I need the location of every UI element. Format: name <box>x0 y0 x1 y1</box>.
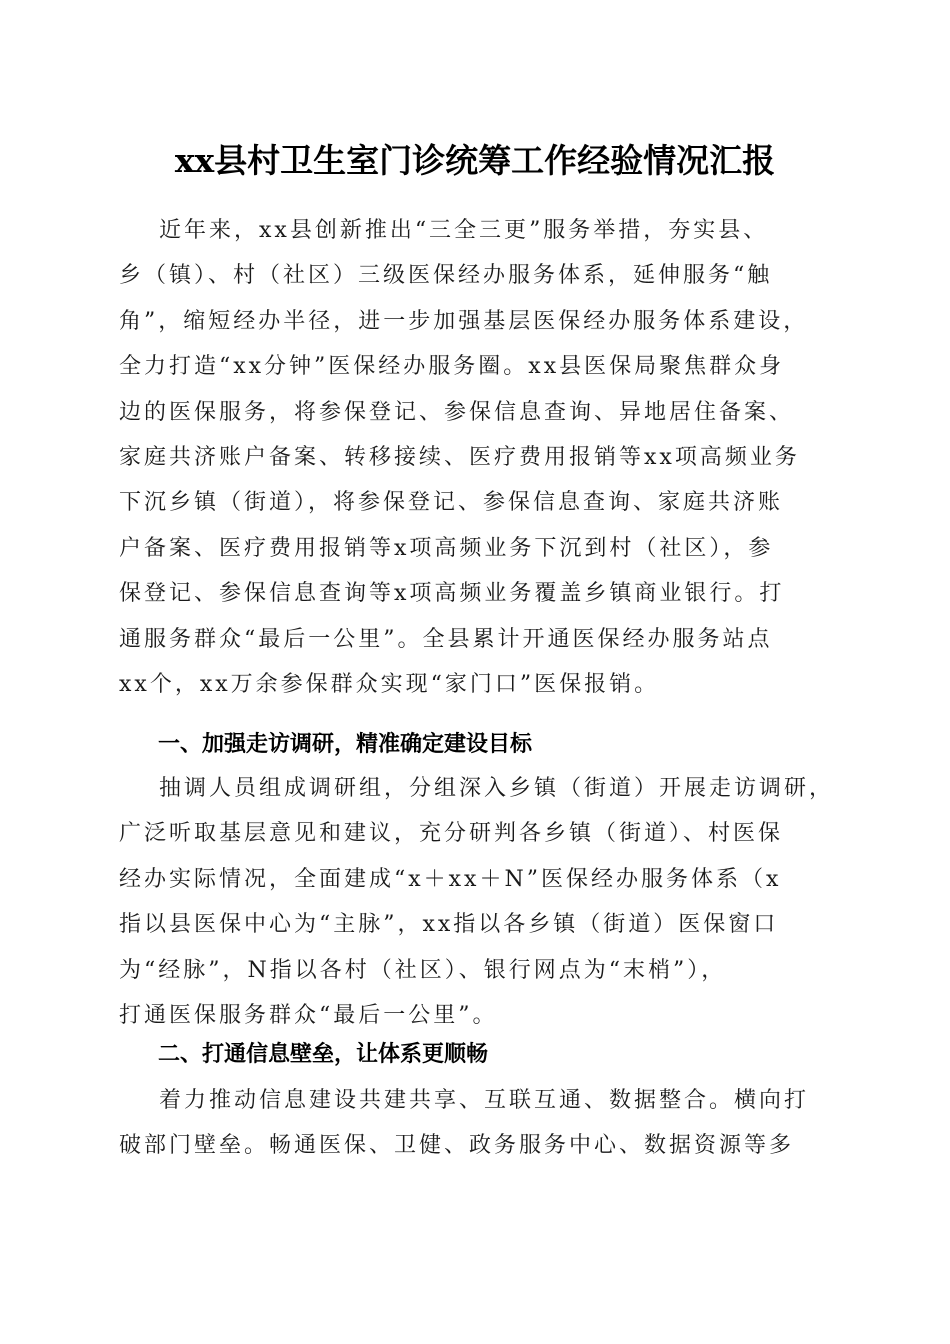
paragraph-line: 抽调人员组成调研组，分组深入乡镇（街道）开展走访调研， <box>159 776 835 801</box>
paragraph-line: 近年来，xx县创新推出“三全三更”服务举措，夯实县、 <box>159 218 769 243</box>
paragraph-line: 着力推动信息建设共建共享、互联互通、数据整合。横向打 <box>159 1088 810 1113</box>
paragraph-line: 经办实际情况，全面建成“x＋xx＋N”医保经办服务体系（x <box>119 866 782 892</box>
paragraph-line: 家庭共济账户备案、转移接续、医疗费用报销等xx项高频业务 <box>119 444 800 470</box>
paragraph-line: 为“经脉”，N指以各村（社区）、银行网点为“末梢”）， <box>119 957 727 983</box>
paragraph-line: 边的医保服务，将参保登记、参保信息查询、异地居住备案、 <box>119 399 795 425</box>
paragraph-line: 乡（镇）、村（社区）三级医保经办服务体系，延伸服务“触 <box>119 263 773 289</box>
section-heading-2: 二、打通信息壁垒，让体系更顺畅 <box>158 1042 489 1067</box>
paragraph-line: 户备案、医疗费用报销等x项高频业务下沉到村（社区），参 <box>119 535 774 561</box>
paragraph-line: 保登记、参保信息查询等x项高频业务覆盖乡镇商业银行。打 <box>119 581 785 607</box>
section-heading-1: 一、加强走访调研，精准确定建设目标 <box>158 732 533 757</box>
intro-paragraph <box>119 208 834 707</box>
section2-paragraph <box>119 1078 834 1169</box>
section1-paragraph <box>119 766 834 1038</box>
paragraph-line: 下沉乡镇（街道），将参保登记、参保信息查询、家庭共济账 <box>119 490 784 516</box>
paragraph-line: xx个，xx万余参保群众实现“家门口”医保报销。 <box>119 671 660 697</box>
paragraph-line: 指以县医保中心为“主脉”，xx指以各乡镇（街道）医保窗口 <box>119 912 779 938</box>
paragraph-line: 通服务群众“最后一公里”。全县累计开通医保经办服务站点 <box>119 626 773 652</box>
paragraph-line: 全力打造“xx分钟”医保经办服务圈。xx县医保局聚焦群众身 <box>119 354 785 380</box>
document-title: xx县村卫生室门诊统筹工作经验情况汇报 <box>174 141 776 180</box>
paragraph-line: 广泛听取基层意见和建议，充分研判各乡镇（街道）、村医保 <box>119 821 784 847</box>
paragraph-line: 打通医保服务群众“最后一公里”。 <box>119 1002 498 1028</box>
paragraph-line: 破部门壁垒。畅通医保、卫健、政务服务中心、数据资源等多 <box>119 1133 795 1159</box>
paragraph-line: 角”，缩短经办半径，进一步加强基层医保经办服务体系建设， <box>119 308 809 334</box>
